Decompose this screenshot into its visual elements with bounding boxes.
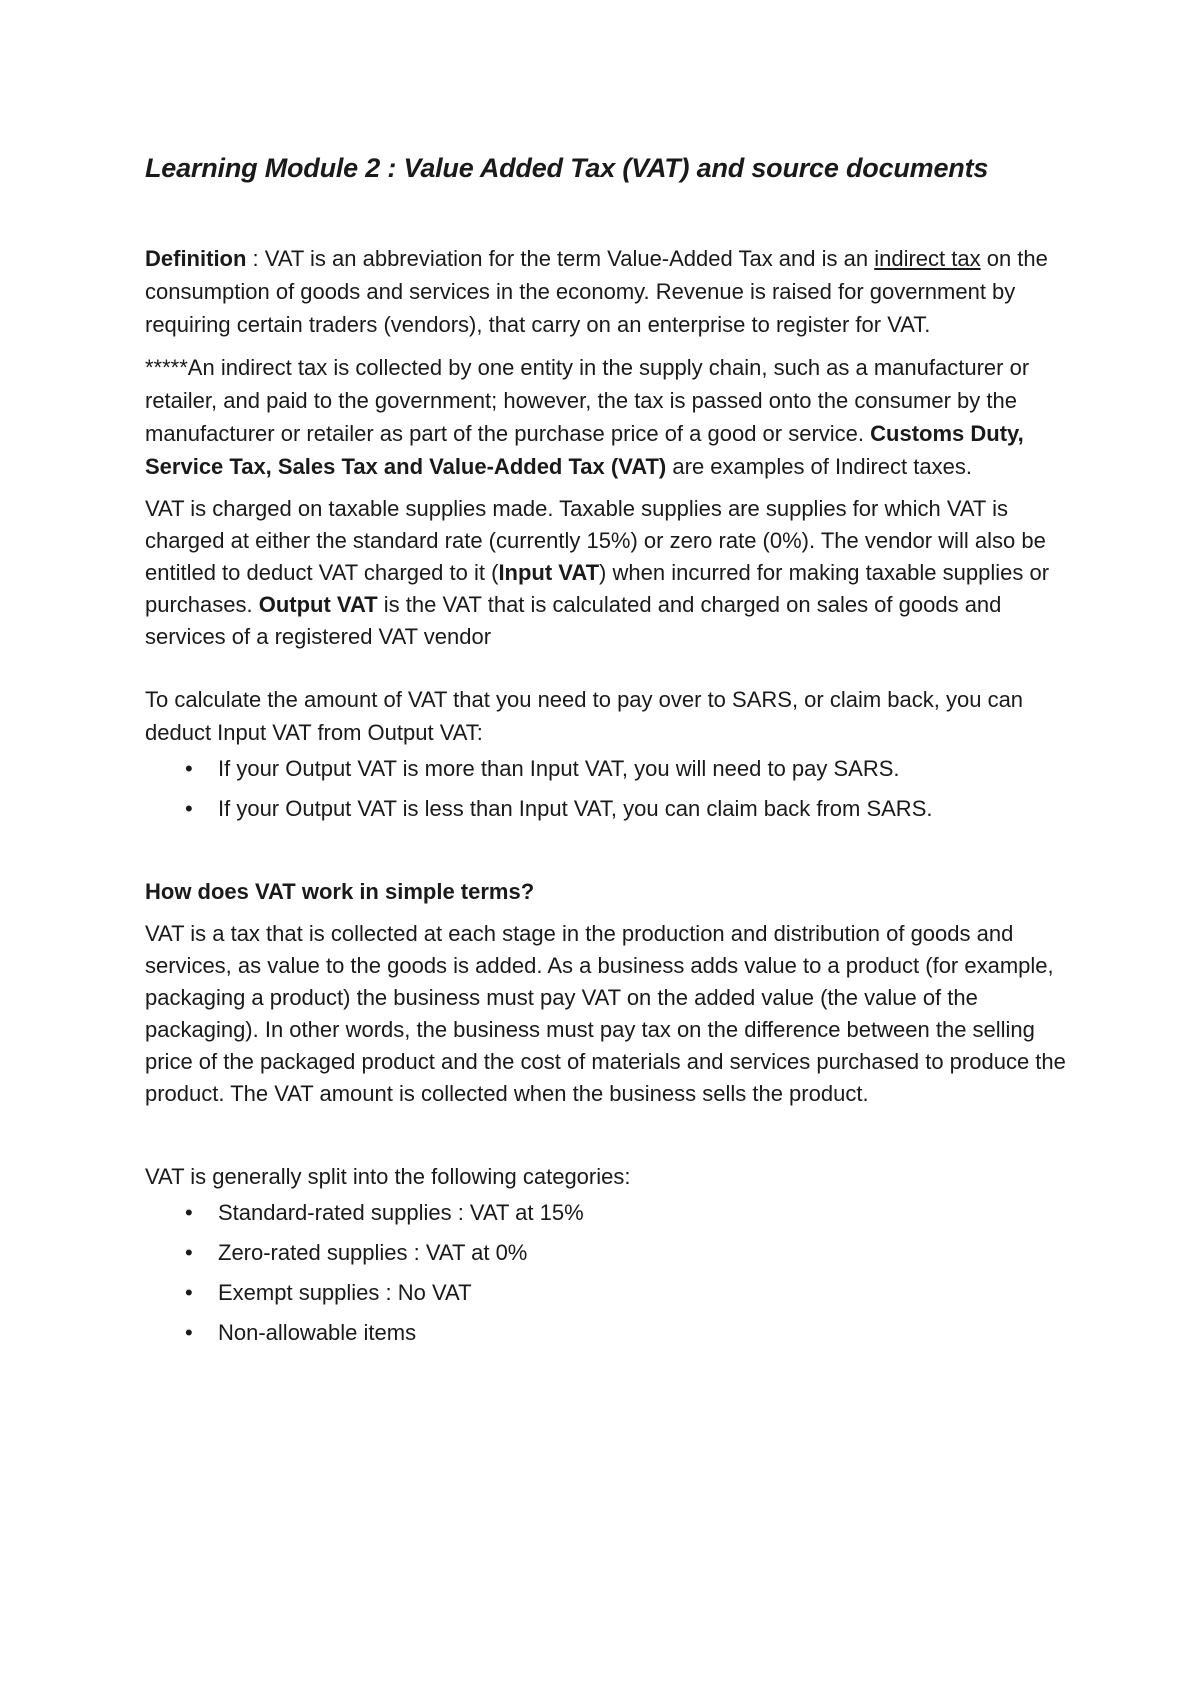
list-item-text: Exempt supplies : No VAT: [218, 1280, 472, 1305]
list-item-text: If your Output VAT is more than Input VAT, you will need to pay SARS.: [218, 756, 900, 781]
list-item-text: Standard-rated supplies : VAT at 15%: [218, 1200, 584, 1225]
vat-charged-text-3: is the VAT that is calculated and charged on sales of goods and services of a registered VAT vendor: [145, 592, 1002, 649]
list-item: [145, 1313, 1075, 1353]
bullet-icon: •: [185, 756, 193, 781]
document-page: [145, 150, 1075, 1353]
definition-paragraph: [145, 242, 1075, 341]
definition-label: Definition: [145, 246, 247, 271]
definition-text-1: VAT is an abbreviation for the term Value-Added Tax and is an: [264, 246, 875, 271]
document-title: Learning Module 2 : Value Added Tax (VAT) and source documents: [145, 153, 989, 183]
indirect-tax-paragraph: [145, 351, 1075, 483]
list-item: [145, 1193, 1075, 1233]
categories-intro: VAT is generally split into the following categories:: [145, 1164, 631, 1189]
calculate-list: [145, 749, 1075, 829]
indirect-tax-link[interactable]: indirect tax: [874, 246, 981, 271]
list-item-text: If your Output VAT is less than Input VAT, you can claim back from SARS.: [218, 796, 933, 821]
vat-charged-text-1: VAT is charged on taxable supplies made. Taxable supplies are supplies for which VAT is charged at either the standard rate (currently 15%) or zero rate (0%). The vendor will also be entitled to deduct VAT charged to it (: [145, 496, 1046, 585]
definition-text-2: on the consumption of goods and services in the economy. Revenue is raised for government by requiring certain traders (vendors), that carry on an enterprise to register for VAT.: [145, 246, 1048, 337]
output-vat-term: Output VAT: [258, 592, 378, 617]
list-item: [145, 1233, 1075, 1273]
list-item: [145, 1273, 1075, 1313]
indirect-tax-examples: Customs Duty, Service Tax, Sales Tax and Value-Added Tax (VAT): [145, 421, 1024, 479]
bullet-icon: •: [185, 1200, 193, 1225]
calculate-intro: To calculate the amount of VAT that you need to pay over to SARS, or claim back, you can deduct Input VAT from Output VAT:: [145, 687, 1024, 745]
list-item-text: Non-allowable items: [218, 1320, 417, 1345]
bullet-icon: •: [185, 1280, 193, 1305]
categories-list: [145, 1193, 1075, 1353]
bullet-icon: •: [185, 1240, 193, 1265]
indirect-tax-tail: are examples of Indirect taxes.: [666, 454, 972, 479]
list-item-text: Zero-rated supplies : VAT at 0%: [218, 1240, 528, 1265]
list-item: [145, 749, 1075, 789]
how-heading: How does VAT work in simple terms?: [145, 879, 535, 904]
list-item: [145, 789, 1075, 829]
vat-charged-text-2: ) when incurred for making taxable supplies or purchases.: [145, 560, 1050, 617]
definition-sep: :: [246, 246, 265, 271]
vat-charged-paragraph: [145, 493, 1075, 653]
indirect-tax-text: *****An indirect tax is collected by one entity in the supply chain, such as a manufacturer or retailer, and paid to the government; however, the tax is passed onto the consumer by the manufacturer or retailer as part of the purchase price of a good or service.: [145, 355, 1030, 446]
input-vat-term: Input VAT: [498, 560, 600, 585]
how-paragraph: VAT is a tax that is collected at each stage in the production and distribution of goods and services, as value to the goods is added. As a business adds value to a product (for example, packaging a product) the business must pay VAT on the added value (the value of the packaging). In other words, the business must pay tax on the difference between the selling price of the packaged product and the cost of materials and services purchased to produce the product. The VAT amount is collected when the business sells the product.: [145, 921, 1066, 1106]
bullet-icon: •: [185, 796, 193, 821]
bullet-icon: •: [185, 1320, 193, 1345]
